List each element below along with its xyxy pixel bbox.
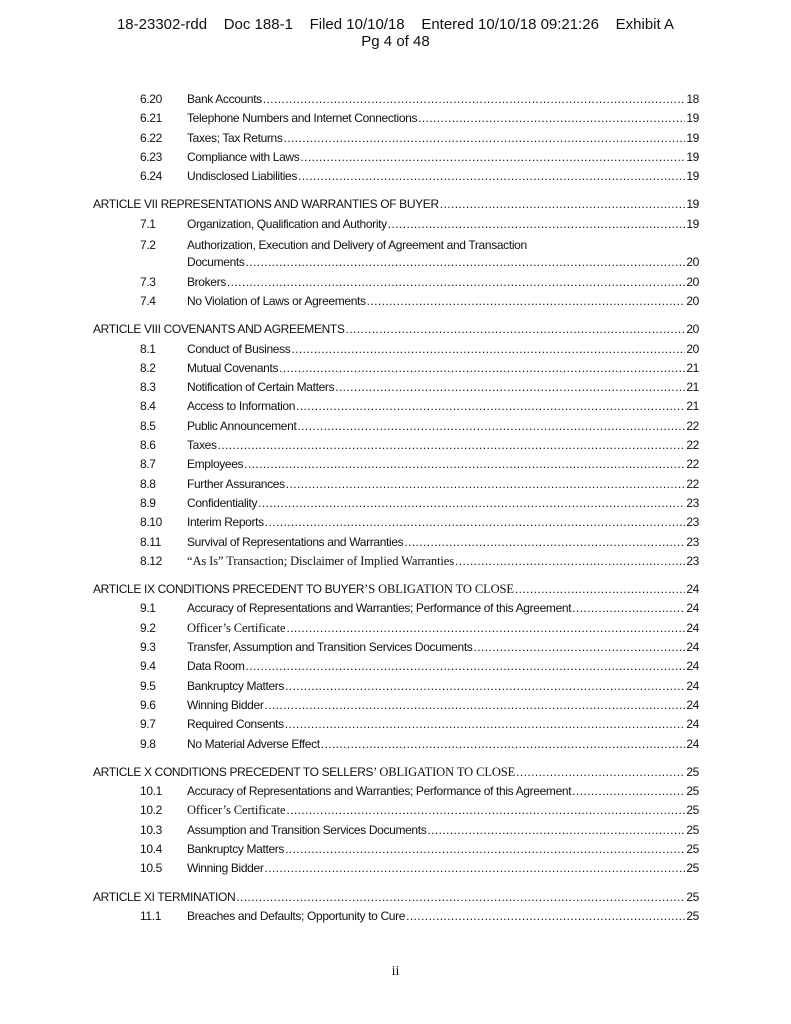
section-number: 6.24 bbox=[140, 169, 162, 184]
dot-leader bbox=[286, 621, 685, 635]
section-title-line2: Documents bbox=[187, 255, 245, 270]
section-title: Required Consents bbox=[187, 717, 284, 732]
section-title: Interim Reports bbox=[187, 515, 264, 530]
section-number: 9.3 bbox=[140, 640, 156, 655]
toc-entry-9-4 bbox=[93, 659, 699, 678]
article-title: ARTICLE VII REPRESENTATIONS AND WARRANTIES OF BUYER bbox=[93, 197, 439, 212]
section-title: Telephone Numbers and Internet Connections bbox=[187, 111, 418, 126]
section-title: Bankruptcy Matters bbox=[187, 841, 285, 856]
section-title: Bankruptcy Matters bbox=[187, 678, 285, 693]
page-number: 18 bbox=[686, 92, 699, 106]
section-title: Organization, Qualification and Authority bbox=[187, 216, 387, 231]
section-number: 6.20 bbox=[140, 92, 162, 106]
section-number: 7.1 bbox=[140, 216, 156, 231]
dot-leader bbox=[284, 131, 686, 145]
toc-entry-11-1 bbox=[93, 909, 699, 928]
page-number: 25 bbox=[686, 908, 699, 923]
toc-entry-9-8 bbox=[93, 737, 699, 756]
toc-article-x bbox=[93, 765, 699, 784]
section-title: Assumption and Transition Services Documents bbox=[187, 822, 427, 837]
dot-leader bbox=[300, 150, 685, 164]
toc-entry-6-24 bbox=[93, 169, 699, 188]
section-number: 8.5 bbox=[140, 418, 156, 433]
section-number: 10.2 bbox=[140, 803, 162, 818]
dot-leader bbox=[321, 737, 686, 751]
section-title-line1: Authorization, Execution and Delivery of Agreement and Transaction bbox=[187, 238, 527, 253]
page-number: 25 bbox=[686, 822, 699, 837]
toc-entry-10-3 bbox=[93, 823, 699, 842]
section-number: 11.1 bbox=[140, 908, 162, 923]
dot-leader bbox=[285, 679, 685, 693]
toc-entry-7-2 bbox=[93, 236, 699, 275]
dot-leader bbox=[515, 582, 685, 596]
page-number: 25 bbox=[686, 861, 699, 876]
toc-entry-9-2 bbox=[93, 621, 699, 640]
dot-leader bbox=[516, 765, 685, 779]
page-number: 24 bbox=[686, 678, 699, 693]
section-title: Winning Bidder bbox=[187, 697, 264, 712]
section-number: 10.4 bbox=[140, 841, 162, 856]
section-title: Public Announcement bbox=[187, 418, 297, 433]
section-number: 8.4 bbox=[140, 399, 156, 414]
section-title: Access to Information bbox=[187, 399, 296, 414]
section-title: Brokers bbox=[187, 274, 226, 289]
dot-leader bbox=[572, 784, 685, 798]
article-title bbox=[93, 765, 515, 780]
dot-leader bbox=[473, 640, 685, 654]
toc-entry-6-23 bbox=[93, 150, 699, 169]
section-title: Conduct of Business bbox=[187, 341, 291, 356]
section-number: 10.3 bbox=[140, 822, 162, 837]
toc-entry-10-4 bbox=[93, 842, 699, 861]
section-title: Confidentiality bbox=[187, 495, 258, 510]
dot-leader bbox=[263, 92, 686, 106]
toc-article-xi bbox=[93, 890, 699, 909]
toc-entry-9-3 bbox=[93, 640, 699, 659]
section-title: Officer’s Certificate bbox=[187, 620, 286, 635]
page-number: 22 bbox=[686, 476, 699, 491]
section-number: 8.11 bbox=[140, 534, 162, 549]
page-footer bbox=[0, 964, 791, 980]
dot-leader bbox=[285, 842, 685, 856]
section-number: 8.1 bbox=[140, 341, 156, 356]
page-number: 20 bbox=[686, 255, 699, 270]
page-count-line: Pg 4 of 48 bbox=[361, 33, 430, 50]
dot-leader bbox=[246, 255, 686, 269]
toc-article-vii bbox=[93, 197, 699, 216]
dot-leader bbox=[227, 275, 685, 289]
section-number: 9.1 bbox=[140, 601, 156, 616]
section-number: 7.3 bbox=[140, 274, 156, 289]
section-number: 9.7 bbox=[140, 717, 156, 732]
page-number: 22 bbox=[686, 418, 699, 433]
dot-leader bbox=[285, 717, 686, 731]
section-number: 10.1 bbox=[140, 784, 162, 799]
section-number: 9.2 bbox=[140, 620, 156, 635]
section-number: 9.5 bbox=[140, 678, 156, 693]
dot-leader bbox=[244, 457, 685, 471]
section-title: Transfer, Assumption and Transition Services Documents bbox=[187, 640, 473, 655]
dot-leader bbox=[279, 361, 685, 375]
dot-leader bbox=[265, 515, 686, 529]
toc-entry-7-3 bbox=[93, 275, 699, 294]
page-number: 20 bbox=[686, 341, 699, 356]
page-number: 24 bbox=[686, 736, 699, 751]
toc-article-ix bbox=[93, 582, 699, 601]
section-title: Mutual Covenants bbox=[187, 360, 279, 375]
section-number: 8.7 bbox=[140, 457, 156, 472]
toc-entry-6-22 bbox=[93, 131, 699, 150]
toc-entry-8-5 bbox=[93, 419, 699, 438]
page-number: 24 bbox=[686, 659, 699, 674]
section-title: Taxes bbox=[187, 438, 217, 453]
section-number: 8.2 bbox=[140, 360, 156, 375]
dot-leader bbox=[406, 909, 685, 923]
dot-leader bbox=[418, 111, 685, 125]
dot-leader bbox=[286, 477, 686, 491]
dot-leader bbox=[404, 535, 685, 549]
dot-leader bbox=[367, 294, 686, 308]
section-title: Accuracy of Representations and Warranties; Performance of this Agreement bbox=[187, 601, 572, 616]
toc-entry-6-20 bbox=[93, 92, 699, 111]
table-of-contents bbox=[93, 92, 699, 928]
toc-entry-8-11 bbox=[93, 535, 699, 554]
page-number: 20 bbox=[686, 322, 699, 337]
toc-entry-10-5 bbox=[93, 861, 699, 880]
page-number: 19 bbox=[686, 130, 699, 145]
article-title bbox=[93, 582, 514, 597]
section-number: 9.6 bbox=[140, 697, 156, 712]
dot-leader bbox=[572, 601, 685, 615]
dot-leader bbox=[346, 322, 686, 336]
dot-leader bbox=[335, 380, 685, 394]
article-title-part-b: ’S OBLIGATION TO CLOSE bbox=[364, 582, 514, 597]
section-number: 8.9 bbox=[140, 495, 156, 510]
toc-entry-8-9 bbox=[93, 496, 699, 515]
toc-entry-8-3 bbox=[93, 380, 699, 399]
filing-info-line: 18-23302-rdd Doc 188-1 Filed 10/10/18 Entered 10/10/18 09:21:26 Exhibit A bbox=[116, 16, 675, 33]
dot-leader bbox=[455, 554, 685, 568]
page-number: 22 bbox=[686, 457, 699, 472]
section-title: “As Is” Transaction; Disclaimer of Implied Warranties bbox=[187, 553, 455, 568]
page-number: 22 bbox=[686, 438, 699, 453]
section-number: 8.6 bbox=[140, 438, 156, 453]
page-number: 25 bbox=[686, 803, 699, 818]
section-title: Employees bbox=[187, 457, 244, 472]
dot-leader bbox=[388, 217, 686, 231]
section-title: Bank Accounts bbox=[187, 92, 262, 106]
toc-entry-8-1 bbox=[93, 342, 699, 361]
page-number: 23 bbox=[686, 553, 699, 568]
dot-leader bbox=[236, 890, 685, 904]
section-title: Notification of Certain Matters bbox=[187, 380, 335, 395]
page-number: 20 bbox=[686, 274, 699, 289]
toc-entry-9-6 bbox=[93, 698, 699, 717]
dot-leader bbox=[264, 698, 685, 712]
section-title: Data Room bbox=[187, 659, 245, 674]
page-number: 21 bbox=[686, 399, 699, 414]
toc-entry-7-1 bbox=[93, 217, 699, 236]
section-number: 8.8 bbox=[140, 476, 156, 491]
dot-leader bbox=[427, 823, 685, 837]
section-title: Undisclosed Liabilities bbox=[187, 169, 298, 184]
section-number: 7.2 bbox=[140, 238, 156, 253]
section-title: No Violation of Laws or Agreements bbox=[187, 293, 366, 308]
section-title: Accuracy of Representations and Warranties; Performance of this Agreement bbox=[187, 784, 572, 799]
page-number: 24 bbox=[686, 582, 699, 597]
dot-leader bbox=[297, 419, 685, 433]
section-number: 8.10 bbox=[140, 515, 162, 530]
article-title-part-a: ARTICLE X CONDITIONS PRECEDENT TO SELLERS bbox=[93, 764, 374, 779]
dot-leader bbox=[291, 342, 685, 356]
page-number: 19 bbox=[686, 169, 699, 184]
toc-entry-9-1 bbox=[93, 601, 699, 620]
page-number: 24 bbox=[686, 620, 699, 635]
section-number: 8.12 bbox=[140, 553, 162, 568]
section-title: Officer’s Certificate bbox=[187, 803, 286, 818]
page-number: 19 bbox=[686, 197, 699, 212]
page-number: 25 bbox=[686, 784, 699, 799]
page-number: 24 bbox=[686, 601, 699, 616]
dot-leader bbox=[218, 438, 686, 452]
section-title: Taxes; Tax Returns bbox=[187, 130, 283, 145]
section-title: No Material Adverse Effect bbox=[187, 736, 320, 751]
section-title: Breaches and Defaults; Opportunity to Cure bbox=[187, 908, 406, 923]
dot-leader bbox=[296, 399, 685, 413]
section-number: 9.8 bbox=[140, 736, 156, 751]
section-title: Winning Bidder bbox=[187, 861, 264, 876]
section-number: 8.3 bbox=[140, 380, 156, 395]
article-title: ARTICLE VIII COVENANTS AND AGREEMENTS bbox=[93, 322, 345, 337]
section-number: 6.22 bbox=[140, 130, 162, 145]
page-number: 23 bbox=[686, 534, 699, 549]
toc-entry-10-2 bbox=[93, 803, 699, 822]
dot-leader bbox=[246, 659, 686, 673]
article-title-part-a: ARTICLE IX CONDITIONS PRECEDENT TO BUYER bbox=[93, 582, 365, 597]
footer-page-label: ii bbox=[391, 964, 400, 979]
section-number: 10.5 bbox=[140, 861, 162, 876]
toc-article-viii bbox=[93, 322, 699, 341]
page-number: 20 bbox=[686, 293, 699, 308]
page-number: 19 bbox=[686, 149, 699, 164]
section-number: 7.4 bbox=[140, 293, 156, 308]
section-title: Further Assurances bbox=[187, 476, 285, 491]
page-number: 25 bbox=[686, 889, 699, 904]
toc-entry-6-21 bbox=[93, 111, 699, 130]
toc-entry-9-5 bbox=[93, 679, 699, 698]
article-title-part-b: ’ OBLIGATION TO CLOSE bbox=[373, 764, 516, 779]
page-number: 21 bbox=[686, 380, 699, 395]
dot-leader bbox=[440, 197, 686, 211]
dot-leader bbox=[298, 169, 685, 183]
page-number: 21 bbox=[686, 360, 699, 375]
dot-leader bbox=[258, 496, 685, 510]
page-number: 25 bbox=[686, 764, 699, 779]
toc-entry-8-6 bbox=[93, 438, 699, 457]
toc-entry-8-2 bbox=[93, 361, 699, 380]
dot-leader bbox=[264, 861, 685, 875]
toc-entry-7-4 bbox=[93, 294, 699, 313]
page-number: 23 bbox=[686, 495, 699, 510]
section-title: Compliance with Laws bbox=[187, 149, 300, 164]
page-number: 23 bbox=[686, 515, 699, 530]
document-header bbox=[0, 16, 791, 50]
dot-leader bbox=[286, 803, 685, 817]
toc-entry-8-4 bbox=[93, 399, 699, 418]
section-number: 6.23 bbox=[140, 149, 162, 164]
toc-entry-8-8 bbox=[93, 477, 699, 496]
section-number: 9.4 bbox=[140, 659, 156, 674]
page-number: 19 bbox=[686, 111, 699, 126]
toc-entry-8-12 bbox=[93, 554, 699, 573]
toc-entry-9-7 bbox=[93, 717, 699, 736]
section-number: 6.21 bbox=[140, 111, 162, 126]
page-number: 24 bbox=[686, 640, 699, 655]
page-number: 24 bbox=[686, 717, 699, 732]
page-number: 25 bbox=[686, 841, 699, 856]
toc-entry-10-1 bbox=[93, 784, 699, 803]
toc-entry-8-10 bbox=[93, 515, 699, 534]
article-title: ARTICLE XI TERMINATION bbox=[93, 889, 236, 904]
section-title: Survival of Representations and Warranties bbox=[187, 534, 404, 549]
toc-entry-8-7 bbox=[93, 457, 699, 476]
page-number: 24 bbox=[686, 697, 699, 712]
page-number: 19 bbox=[686, 216, 699, 231]
